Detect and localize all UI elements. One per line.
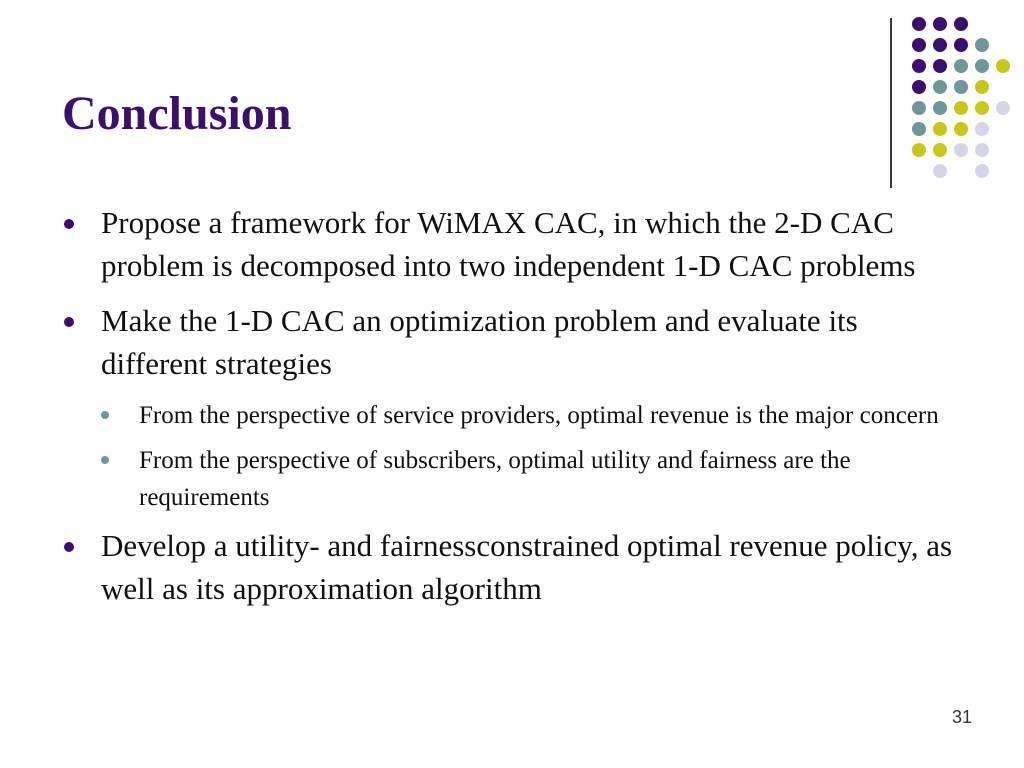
decorative-dot (933, 59, 947, 73)
decorative-dot (954, 143, 968, 157)
sub-bullet-item-1: From the perspective of service providers, optimal revenue is the major concern (101, 397, 969, 434)
bullet-item-1: Propose a framework for WiMAX CAC, in which the 2-D CAC problem is decomposed into two independent 1-D CAC problems (64, 201, 969, 287)
bullet-item-3: Develop a utility- and fairnessconstrained optimal revenue policy, as well as its approximation algorithm (64, 524, 969, 610)
decorative-dot (975, 59, 989, 73)
decorative-dot (912, 59, 926, 73)
decorative-dot (912, 17, 926, 31)
header-divider (890, 18, 892, 188)
decorative-dot (975, 80, 989, 94)
decorative-dot (954, 80, 968, 94)
decorative-dot (975, 101, 989, 115)
decorative-dot (933, 38, 947, 52)
decorative-dot (975, 122, 989, 136)
decorative-dot (912, 122, 926, 136)
decorative-dot (933, 17, 947, 31)
decorative-dot (954, 17, 968, 31)
decorative-dot (933, 101, 947, 115)
decorative-dot (933, 122, 947, 136)
decorative-dot (996, 59, 1010, 73)
decorative-dot (933, 143, 947, 157)
decorative-dot (912, 101, 926, 115)
decorative-dot (975, 164, 989, 178)
decorative-dot (912, 38, 926, 52)
decorative-dot (975, 143, 989, 157)
decorative-dot (912, 143, 926, 157)
slide-title: Conclusion (62, 87, 292, 140)
decorative-dot (954, 122, 968, 136)
bullet-item-2: Make the 1-D CAC an optimization problem and evaluate its different strategies (64, 299, 969, 385)
decorative-dot (954, 38, 968, 52)
page-number: 31 (952, 707, 973, 727)
bullet-list (64, 201, 969, 622)
sub-bullet-item-2: From the perspective of subscribers, optimal utility and fairness are the requirements (101, 442, 969, 516)
decorative-dot (912, 80, 926, 94)
decorative-dot (954, 59, 968, 73)
decorative-dot (933, 80, 947, 94)
decorative-dot (954, 101, 968, 115)
decorative-dot (933, 164, 947, 178)
decorative-dot (975, 38, 989, 52)
decorative-dot (996, 101, 1010, 115)
